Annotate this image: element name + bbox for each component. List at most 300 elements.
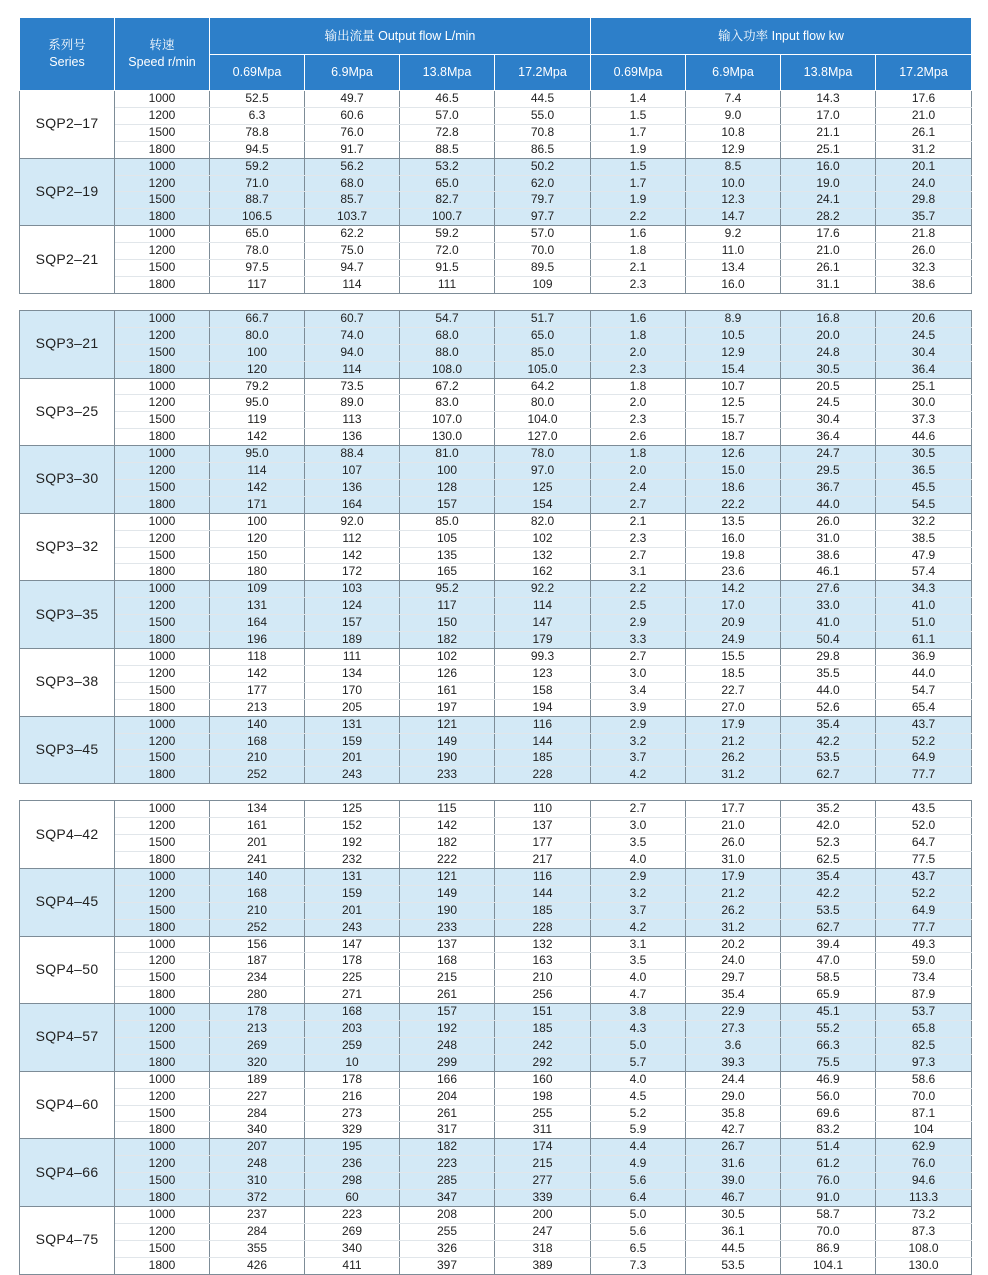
input-power-cell: 30.0 (876, 395, 972, 412)
input-power-cell: 62.7 (781, 767, 876, 784)
output-flow-cell: 223 (400, 1156, 495, 1173)
output-flow-cell: 189 (305, 632, 400, 649)
input-power-cell: 77.5 (876, 851, 972, 868)
series-name: SQP3–45 (20, 716, 115, 784)
output-flow-cell: 50.2 (495, 158, 591, 175)
output-flow-cell: 113 (305, 412, 400, 429)
speed-cell: 1800 (115, 767, 210, 784)
output-flow-cell: 99.3 (495, 649, 591, 666)
output-flow-cell: 114 (305, 361, 400, 378)
output-flow-cell: 164 (305, 496, 400, 513)
input-power-cell: 62.5 (781, 851, 876, 868)
output-flow-cell: 89.5 (495, 260, 591, 277)
speed-header (115, 18, 210, 91)
table-row (20, 378, 972, 395)
output-flow-cell: 115 (400, 801, 495, 818)
output-flow-cell: 236 (305, 1156, 400, 1173)
output-flow-cell: 185 (495, 1021, 591, 1038)
series-block (20, 310, 972, 378)
output-flow-cell: 105 (400, 530, 495, 547)
speed-cell: 1500 (115, 479, 210, 496)
output-flow-cell: 355 (210, 1240, 305, 1257)
series-block (20, 91, 972, 159)
output-flow-cell: 65.0 (400, 175, 495, 192)
output-flow-cell: 196 (210, 632, 305, 649)
input-power-cell: 2.6 (591, 429, 686, 446)
speed-cell: 1000 (115, 378, 210, 395)
input-power-cell: 39.4 (781, 936, 876, 953)
input-power-cell: 56.0 (781, 1088, 876, 1105)
input-power-cell: 31.2 (686, 919, 781, 936)
input-power-cell: 38.6 (781, 547, 876, 564)
input-power-cell: 5.7 (591, 1054, 686, 1071)
input-power-cell: 31.2 (686, 767, 781, 784)
output-flow-cell: 121 (400, 868, 495, 885)
output-flow-cell: 339 (495, 1190, 591, 1207)
speed-cell: 1800 (115, 564, 210, 581)
output-flow-cell: 147 (305, 936, 400, 953)
output-flow-cell: 168 (400, 953, 495, 970)
speed-cell: 1000 (115, 310, 210, 327)
input-power-cell: 19.8 (686, 547, 781, 564)
output-flow-cell: 80.0 (210, 327, 305, 344)
input-power-cell: 26.0 (781, 513, 876, 530)
input-power-cell: 35.4 (781, 716, 876, 733)
series-block (20, 158, 972, 226)
speed-cell: 1800 (115, 1122, 210, 1139)
speed-cell: 1200 (115, 107, 210, 124)
output-flow-cell: 192 (305, 835, 400, 852)
output-flow-cell: 243 (305, 767, 400, 784)
output-flow-cell: 85.0 (495, 344, 591, 361)
output-flow-cell: 49.7 (305, 91, 400, 108)
table-row (20, 750, 972, 767)
input-power-cell: 44.5 (686, 1240, 781, 1257)
input-power-cell: 2.1 (591, 260, 686, 277)
input-power-cell: 17.9 (686, 868, 781, 885)
output-flow-cell: 100 (210, 344, 305, 361)
input-power-cell: 22.2 (686, 496, 781, 513)
output-flow-cell: 189 (210, 1071, 305, 1088)
output-flow-cell: 185 (495, 902, 591, 919)
output-flow-cell: 252 (210, 919, 305, 936)
table-row (20, 1257, 972, 1274)
series-block (20, 581, 972, 649)
output-flow-cell: 107 (305, 463, 400, 480)
input-power-cell: 30.5 (781, 361, 876, 378)
input-power-cell: 12.5 (686, 395, 781, 412)
output-flow-cell: 237 (210, 1207, 305, 1224)
input-power-cell: 3.7 (591, 750, 686, 767)
input-power-cell: 52.2 (876, 733, 972, 750)
output-flow-cell: 277 (495, 1173, 591, 1190)
output-flow-cell: 114 (305, 276, 400, 293)
table-row (20, 682, 972, 699)
output-flow-cell: 160 (495, 1071, 591, 1088)
output-flow-cell: 234 (210, 970, 305, 987)
input-power-cell: 24.4 (686, 1071, 781, 1088)
table-row (20, 1190, 972, 1207)
table-row (20, 1240, 972, 1257)
output-flow-cell: 57.0 (495, 226, 591, 243)
input-power-cell: 91.0 (781, 1190, 876, 1207)
input-power-cell: 4.0 (591, 1071, 686, 1088)
output-flow-cell: 105.0 (495, 361, 591, 378)
input-power-cell: 54.7 (876, 682, 972, 699)
input-power-cell: 1.8 (591, 327, 686, 344)
output-flow-cell: 88.5 (400, 141, 495, 158)
input-power-cell: 27.3 (686, 1021, 781, 1038)
output-flow-cell: 177 (210, 682, 305, 699)
output-flow-cell: 55.0 (495, 107, 591, 124)
table-row (20, 1105, 972, 1122)
input-power-cell: 2.0 (591, 395, 686, 412)
speed-cell: 1500 (115, 192, 210, 209)
output-flow-cell: 269 (305, 1223, 400, 1240)
output-flow-cell: 243 (305, 919, 400, 936)
input-power-cell: 52.2 (876, 885, 972, 902)
table-row (20, 513, 972, 530)
output-flow-cell: 161 (210, 818, 305, 835)
output-flow-cell: 117 (210, 276, 305, 293)
output-flow-cell: 166 (400, 1071, 495, 1088)
input-power-cell: 14.7 (686, 209, 781, 226)
speed-cell: 1200 (115, 395, 210, 412)
output-flow-cell: 326 (400, 1240, 495, 1257)
output-flow-cell: 97.5 (210, 260, 305, 277)
series-block (20, 513, 972, 581)
output-flow-cell: 78.0 (210, 243, 305, 260)
output-flow-cell: 95.0 (210, 446, 305, 463)
input-power-cell: 2.5 (591, 598, 686, 615)
input-power-cell: 59.0 (876, 953, 972, 970)
pressure-header: 13.8Mpa (400, 55, 495, 91)
input-power-cell: 30.5 (876, 446, 972, 463)
input-power-cell: 15.7 (686, 412, 781, 429)
output-flow-cell: 131 (305, 716, 400, 733)
table-row (20, 835, 972, 852)
input-power-cell: 31.1 (781, 276, 876, 293)
input-power-cell: 1.8 (591, 243, 686, 260)
output-flow-cell: 261 (400, 1105, 495, 1122)
table-row (20, 1207, 972, 1224)
output-flow-cell: 222 (400, 851, 495, 868)
output-flow-cell: 142 (400, 818, 495, 835)
output-flow-cell: 152 (305, 818, 400, 835)
output-flow-cell: 111 (305, 649, 400, 666)
speed-cell: 1800 (115, 699, 210, 716)
table-row (20, 463, 972, 480)
output-flow-cell: 241 (210, 851, 305, 868)
input-power-cell: 65.8 (876, 1021, 972, 1038)
input-power-cell: 37.3 (876, 412, 972, 429)
input-power-cell: 58.7 (781, 1207, 876, 1224)
output-flow-cell: 154 (495, 496, 591, 513)
output-flow-cell: 213 (210, 699, 305, 716)
output-flow-cell: 80.0 (495, 395, 591, 412)
series-block (20, 649, 972, 717)
output-flow-cell: 280 (210, 987, 305, 1004)
speed-cell: 1000 (115, 801, 210, 818)
series-name: SQP4–45 (20, 868, 115, 936)
spacer-cell (20, 784, 972, 801)
output-flow-cell: 79.7 (495, 192, 591, 209)
pressure-header: 17.2Mpa (495, 55, 591, 91)
speed-cell: 1800 (115, 361, 210, 378)
input-power-cell: 25.1 (781, 141, 876, 158)
speed-cell: 1800 (115, 429, 210, 446)
output-flow-cell: 147 (495, 615, 591, 632)
output-flow-cell: 157 (400, 1004, 495, 1021)
input-power-cell: 86.9 (781, 1240, 876, 1257)
input-power-cell: 5.9 (591, 1122, 686, 1139)
output-flow-cell: 104.0 (495, 412, 591, 429)
output-flow-cell: 72.0 (400, 243, 495, 260)
input-power-cell: 29.5 (781, 463, 876, 480)
input-power-cell: 65.9 (781, 987, 876, 1004)
input-power-cell: 26.0 (686, 835, 781, 852)
speed-cell: 1500 (115, 260, 210, 277)
output-flow-cell: 132 (495, 547, 591, 564)
input-power-cell: 7.3 (591, 1257, 686, 1274)
output-flow-cell: 78.8 (210, 124, 305, 141)
output-flow-cell: 204 (400, 1088, 495, 1105)
speed-cell: 1500 (115, 970, 210, 987)
input-power-cell: 35.8 (686, 1105, 781, 1122)
input-power-cell: 47.9 (876, 547, 972, 564)
input-power-cell: 42.7 (686, 1122, 781, 1139)
speed-cell: 1800 (115, 1054, 210, 1071)
input-power-cell: 50.4 (781, 632, 876, 649)
input-power-cell: 29.7 (686, 970, 781, 987)
output-flow-cell: 111 (400, 276, 495, 293)
input-power-cell: 17.7 (686, 801, 781, 818)
output-flow-cell: 178 (210, 1004, 305, 1021)
input-power-cell: 108.0 (876, 1240, 972, 1257)
input-power-cell: 73.4 (876, 970, 972, 987)
output-flow-cell: 130.0 (400, 429, 495, 446)
table-row (20, 395, 972, 412)
output-flow-cell: 123 (495, 665, 591, 682)
output-flow-cell: 60.6 (305, 107, 400, 124)
speed-cell: 1000 (115, 513, 210, 530)
input-power-cell: 2.3 (591, 276, 686, 293)
output-flow-cell: 228 (495, 919, 591, 936)
series-name: SQP3–35 (20, 581, 115, 649)
input-power-cell: 18.6 (686, 479, 781, 496)
input-power-cell: 5.0 (591, 1207, 686, 1224)
input-power-cell: 43.5 (876, 801, 972, 818)
output-flow-cell: 44.5 (495, 91, 591, 108)
series-name: SQP4–42 (20, 801, 115, 869)
input-power-cell: 42.2 (781, 885, 876, 902)
input-power-cell: 16.0 (781, 158, 876, 175)
input-power-cell: 87.3 (876, 1223, 972, 1240)
table-row (20, 158, 972, 175)
input-power-cell: 13.4 (686, 260, 781, 277)
input-power-cell: 9.0 (686, 107, 781, 124)
input-power-cell: 36.1 (686, 1223, 781, 1240)
input-power-cell: 23.6 (686, 564, 781, 581)
table-row (20, 632, 972, 649)
speed-cell: 1200 (115, 665, 210, 682)
input-power-cell: 1.9 (591, 192, 686, 209)
input-power-cell: 5.2 (591, 1105, 686, 1122)
speed-cell: 1800 (115, 987, 210, 1004)
speed-cell: 1000 (115, 446, 210, 463)
input-power-cell: 49.3 (876, 936, 972, 953)
input-power-cell: 44.0 (781, 682, 876, 699)
output-flow-cell: 161 (400, 682, 495, 699)
input-power-cell: 18.7 (686, 429, 781, 446)
input-power-cell: 2.7 (591, 649, 686, 666)
input-power-cell: 18.5 (686, 665, 781, 682)
series-name: SQP3–32 (20, 513, 115, 581)
output-flow-cell: 179 (495, 632, 591, 649)
output-flow-cell: 180 (210, 564, 305, 581)
output-flow-cell: 118 (210, 649, 305, 666)
output-flow-cell: 190 (400, 902, 495, 919)
output-flow-cell: 269 (210, 1037, 305, 1054)
output-flow-cell: 168 (305, 1004, 400, 1021)
output-flow-cell: 165 (400, 564, 495, 581)
output-flow-cell: 273 (305, 1105, 400, 1122)
input-power-cell: 104 (876, 1122, 972, 1139)
series-name: SQP3–21 (20, 310, 115, 378)
table-row (20, 851, 972, 868)
input-power-cell: 10.7 (686, 378, 781, 395)
input-power-cell: 46.9 (781, 1071, 876, 1088)
input-power-cell: 9.2 (686, 226, 781, 243)
output-flow-cell: 120 (210, 361, 305, 378)
pressure-header: 6.9Mpa (686, 55, 781, 91)
input-power-cell: 3.8 (591, 1004, 686, 1021)
input-power-cell: 53.5 (686, 1257, 781, 1274)
table-row (20, 1037, 972, 1054)
speed-cell: 1200 (115, 885, 210, 902)
output-flow-cell: 168 (210, 885, 305, 902)
speed-cell: 1200 (115, 175, 210, 192)
pressure-header: 17.2Mpa (876, 55, 972, 91)
output-flow-cell: 210 (210, 902, 305, 919)
input-power-cell: 6.4 (591, 1190, 686, 1207)
input-power-cell: 16.8 (781, 310, 876, 327)
table-row (20, 446, 972, 463)
output-flow-cell: 137 (400, 936, 495, 953)
output-flow-cell: 65.0 (495, 327, 591, 344)
input-power-cell: 44.0 (876, 665, 972, 682)
input-power-cell: 54.5 (876, 496, 972, 513)
input-power-cell: 87.1 (876, 1105, 972, 1122)
speed-cell: 1000 (115, 158, 210, 175)
series-block (20, 801, 972, 869)
speed-cell: 1200 (115, 1021, 210, 1038)
input-power-cell: 52.0 (876, 818, 972, 835)
output-flow-cell: 215 (400, 970, 495, 987)
pressure-header: 0.69Mpa (210, 55, 305, 91)
input-power-cell: 10.5 (686, 327, 781, 344)
input-power-cell: 52.6 (781, 699, 876, 716)
input-power-cell: 24.9 (686, 632, 781, 649)
input-power-cell: 32.2 (876, 513, 972, 530)
output-flow-cell: 187 (210, 953, 305, 970)
series-name: SQP4–66 (20, 1139, 115, 1207)
output-flow-cell: 108.0 (400, 361, 495, 378)
speed-cell: 1200 (115, 1156, 210, 1173)
input-power-cell: 21.1 (781, 124, 876, 141)
input-power-cell: 45.5 (876, 479, 972, 496)
input-power-cell: 31.6 (686, 1156, 781, 1173)
input-power-cell: 35.4 (686, 987, 781, 1004)
series-name: SQP4–60 (20, 1071, 115, 1139)
speed-cell: 1500 (115, 1240, 210, 1257)
output-flow-cell: 117 (400, 598, 495, 615)
speed-cell: 1500 (115, 615, 210, 632)
output-flow-cell: 233 (400, 919, 495, 936)
output-flow-cell: 114 (210, 463, 305, 480)
input-power-cell: 20.9 (686, 615, 781, 632)
input-power-cell: 12.9 (686, 344, 781, 361)
output-flow-cell: 89.0 (305, 395, 400, 412)
output-flow-cell: 132 (495, 936, 591, 953)
input-power-cell: 2.2 (591, 209, 686, 226)
output-flow-cell: 284 (210, 1105, 305, 1122)
input-power-cell: 5.6 (591, 1173, 686, 1190)
output-flow-cell: 213 (210, 1021, 305, 1038)
output-flow-cell: 142 (305, 547, 400, 564)
output-flow-cell: 131 (305, 868, 400, 885)
output-flow-cell: 51.7 (495, 310, 591, 327)
series-block (20, 1071, 972, 1139)
input-power-cell: 3.7 (591, 902, 686, 919)
input-power-cell: 2.0 (591, 463, 686, 480)
output-flow-cell: 60.7 (305, 310, 400, 327)
table-row (20, 868, 972, 885)
output-flow-cell: 208 (400, 1207, 495, 1224)
input-power-cell: 4.0 (591, 970, 686, 987)
input-power-cell: 35.4 (781, 868, 876, 885)
output-flow-cell: 142 (210, 665, 305, 682)
output-flow-cell: 318 (495, 1240, 591, 1257)
input-power-cell: 2.7 (591, 496, 686, 513)
input-power-cell: 24.7 (781, 446, 876, 463)
output-flow-cell: 340 (305, 1240, 400, 1257)
input-power-cell: 27.0 (686, 699, 781, 716)
series-name: SQP3–30 (20, 446, 115, 514)
input-power-cell: 14.2 (686, 581, 781, 598)
table-row (20, 970, 972, 987)
input-power-cell: 36.7 (781, 479, 876, 496)
table-row (20, 226, 972, 243)
group-spacer (20, 293, 972, 310)
input-power-cell: 3.1 (591, 564, 686, 581)
input-power-cell: 26.1 (876, 124, 972, 141)
output-flow-cell: 232 (305, 851, 400, 868)
input-power-cell: 1.6 (591, 310, 686, 327)
table-row (20, 1223, 972, 1240)
output-flow-cell: 182 (400, 835, 495, 852)
output-flow-cell: 285 (400, 1173, 495, 1190)
input-power-cell: 42.2 (781, 733, 876, 750)
table-row (20, 716, 972, 733)
output-flow-cell: 57.0 (400, 107, 495, 124)
input-power-cell: 61.2 (781, 1156, 876, 1173)
input-power-cell: 2.9 (591, 868, 686, 885)
output-flow-cell: 66.7 (210, 310, 305, 327)
output-flow-cell: 216 (305, 1088, 400, 1105)
input-power-cell: 17.6 (781, 226, 876, 243)
output-flow-cell: 82.7 (400, 192, 495, 209)
